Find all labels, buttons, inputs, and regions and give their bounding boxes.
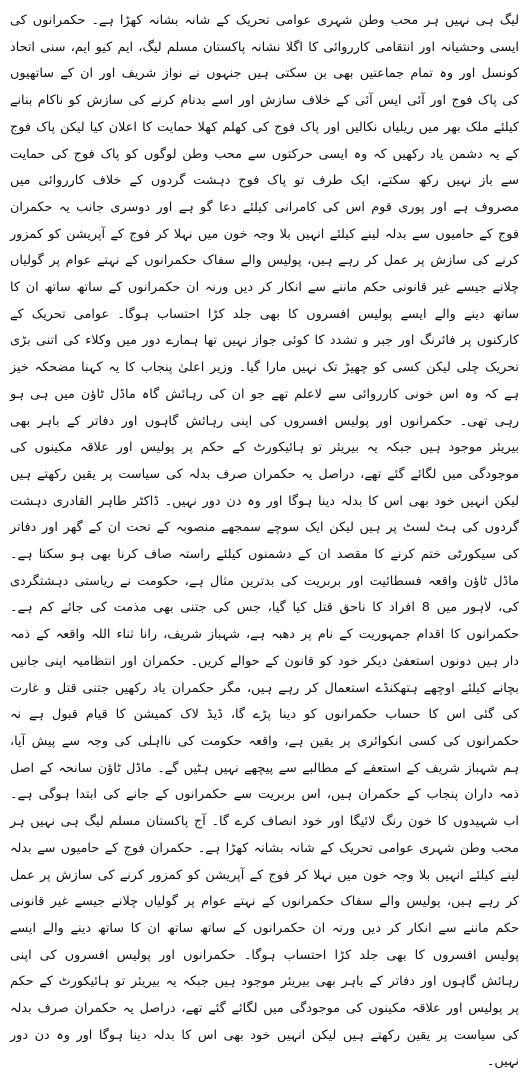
article-text-column bbox=[10, 8, 519, 1076]
article-body: لیگ ہی نہیں ہر محب وطن شہری عوامی تحریک کے شانہ بشانہ کھڑا ہے۔ حکمرانوں کی ایسی وحشیانہ اور انتقامی کارروائی کا اگلا نشانہ پاکستان مسلم لیگ، ایم کیو ایم، سنی اتحاد کونسل اور وہ تمام جماعتیں بھی بن سکتی ہیں جنہوں نے نواز شریف اور ان کے ساتھیوں کی پاک فوج اور آئی ایس آئی کے خلاف سازش اور اسے بدنام کرنے کی سازش کو ناکام بنانے کیلئے ملک بھر میں ریلیاں نکالیں اور پاک فوج کی کھلم کھلا حمایت کا اعلان کیا لیکن پاک فوج کے یہ دشمن یاد رکھیں کہ وہ ایسی حرکتوں سے محب وطن لوگوں کو پاک فوج کی حمایت سے باز نہیں رکھ سکتے، ایک طرف تو پاک فوج دہشت گردوں کے خلاف کارروائی میں مصروف ہے اور پوری قوم اس کی کامرانی کیلئے دعا گو ہے اور دوسری جانب یہ حکمران فوج کے حامیوں سے بدلہ لینے کیلئے انہیں بلا وجہ خون میں نہلا کر فوج کے آپریشن کو کمزور کرنے کی سازش پر عمل کر رہے ہیں، پولیس والے سفاک حکمرانوں کے نہتے عوام پر گولیاں چلانے جیسے غیر قانونی حکم ماننے سے انکار کر دیں ورنہ ان حکمرانوں کے ساتھ ساتھ ان کا ساتھ دینے والے ایسے پولیس افسروں کا بھی جلد کڑا احتساب ہوگا۔ عوامی تحریک کے کارکنوں پر فائرنگ اور جبر و تشدد کا کوئی جواز نہیں تھا ہمارے دور میں وکلاء کی اتنی بڑی تحریک چلی لیکن کسی کو چھیڑ تک نہیں مارا گیا۔ وزیر اعلیٰ پنجاب کا یہ کہنا مضحکہ خیز ہے کہ وہ اس خونی کارروائی سے لاعلم تھے جو ان کی رہائش گاہ ماڈل ٹاؤن میں ہی ہو رہی تھی۔ حکمرانوں اور پولیس افسروں کی اپنی رہائش گاہوں اور دفاتر کے باہر بھی بیریئر موجود ہیں جبکہ یہ بیریئر تو ہائیکورٹ کے حکم پر پولیس اور علاقہ مکینوں کی موجودگی میں لگائے گئے تھے، دراصل یہ حکمران صرف بدلہ کی سیاست پر یقین رکھتے ہیں لیکن انہیں خود بھی اس کا بدلہ دینا ہوگا اور وہ دن دور نہیں۔ ڈاکٹر طاہر القادری دہشت گردوں کی ہٹ لسٹ پر ہیں لیکن ایک سوچے سمجھے منصوبہ کے تحت ان کے گھر اور دفاتر کی سیکورٹی ختم کرنے کا مقصد ان کے دشمنوں کیلئے راستہ صاف کرنا بھی ہو سکتا ہے۔ ماڈل ٹاؤن واقعہ فسطائیت اور بربریت کی بدترین مثال ہے، حکومت نے ریاستی دہشتگردی کی، لاہور میں 8 افراد کا ناحق قتل کیا گیا، جس کی جتنی بھی مذمت کی جائے کم ہے۔ حکمرانوں کا اقدام جمہوریت کے نام پر دھبہ ہے، شہباز شریف، رانا ثناء اللہ واقعہ کے ذمہ دار ہیں دونوں استعفیٰ دیکر خود کو قانون کے حوالے کریں۔ حکمران اور انتظامیہ اپنی جانیں بچانے کیلئے اوچھے ہتھکنڈے استعمال کر رہے ہیں، مگر حکمران یاد رکھیں جتنی قتل و غارت کی گئی اس کا حساب حکمرانوں کو دینا پڑے گا، ڈیڈ لاک کمیشن کا قیام قبول ہے نہ حکمرانوں کی کسی انکوائری پر یقین ہے، واقعہ حکومت کی نااہلی کی وجہ سے پیش آیا، ہم شہباز شریف کے استعفے کے مطالبے سے پیچھے نہیں ہٹیں گے۔ ماڈل ٹاؤن سانحہ کے اصل ذمہ داران پنجاب کے حکمران ہیں، اس بربریت سے حکمرانوں کے جانے کی ابتدا ہوگی ہے۔ اب شہیدوں کا خون رنگ لائیگا اور خود انصاف کرے گا۔ آج پاکستان مسلم لیگ ہی نہیں ہر محب وطن شہری عوامی تحریک کے شانہ بشانہ کھڑا ہے۔ حکمران فوج کے حامیوں سے بدلہ لینے کیلئے انہیں بلا وجہ خون میں نہلا کر فوج کے آپریشن کو کمزور کرنے کی سازش پر عمل کر رہے ہیں، پولیس والے سفاک حکمرانوں کے نہتے عوام پر گولیاں چلانے جیسے غیر قانونی حکم ماننے سے انکار کر دیں ورنہ ان حکمرانوں کے ساتھ ساتھ ان کا ساتھ دینے والے ایسے پولیس افسروں کا بھی جلد کڑا احتساب ہوگا۔ حکمرانوں اور پولیس افسروں کی اپنی رہائش گاہوں اور دفاتر کے باہر بھی بیریئر موجود ہیں جبکہ یہ بیریئر تو ہائیکورٹ کے حکم پر پولیس اور علاقہ مکینوں کی موجودگی میں لگائے گئے تھے، دراصل یہ حکمران صرف بدلہ کی سیاست پر یقین رکھتے ہیں لیکن انہیں خود بھی اس کا بدلہ دینا ہوگا اور وہ دن دور نہیں۔ bbox=[10, 13, 519, 1070]
